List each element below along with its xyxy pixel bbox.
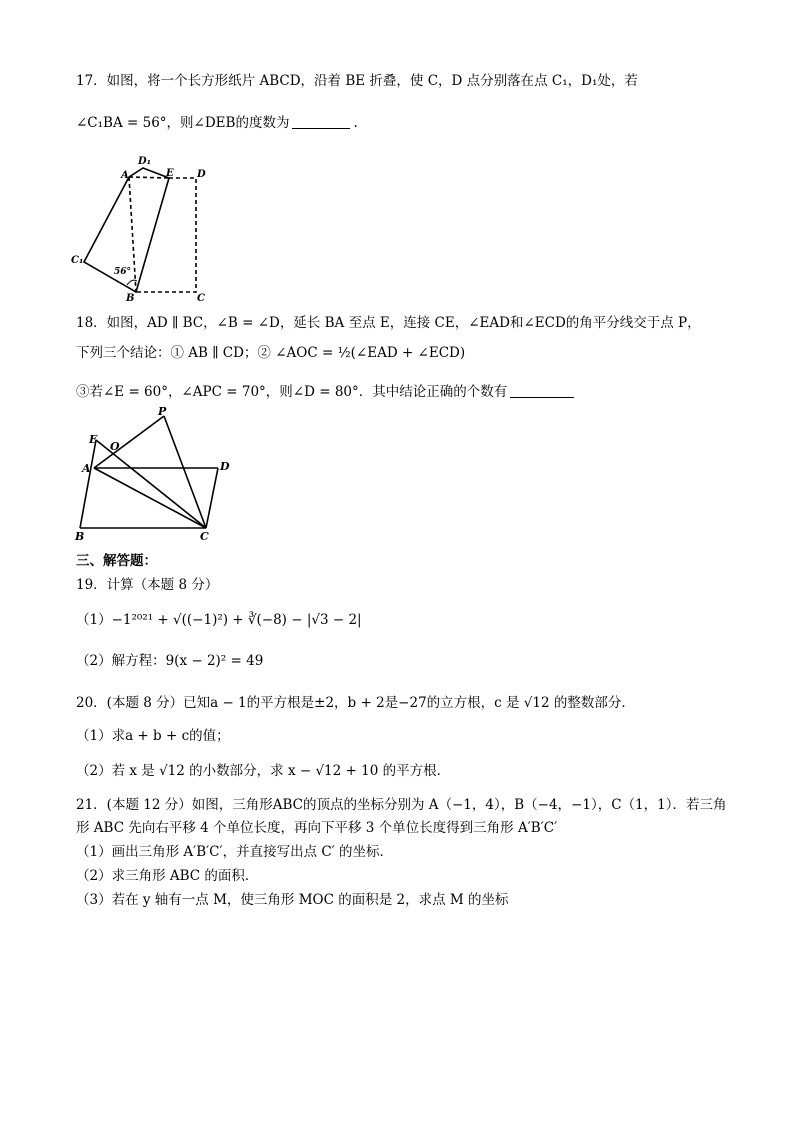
section3-title: 三、解答题： xyxy=(76,553,157,569)
q21-part1: （1）画出三角形 A′B′C′，并直接写出点 C′ 的坐标． xyxy=(76,844,394,860)
q18-answer-blank[interactable] xyxy=(510,383,574,398)
q18-line-eb xyxy=(80,440,96,528)
q18-line-ac xyxy=(94,468,206,528)
q21-line1: 21．(本题 12 分）如图，三角形ABC的顶点的坐标分别为 A（−1，4），B（−4，−1），C（1，1）．若三角 xyxy=(76,797,727,813)
q17-dashed-rect xyxy=(136,178,196,292)
q20-title: 20．(本题 8 分）已知a − 1的平方根是±2，b + 2是−27的立方根，c 是 √12 的整数部分． xyxy=(76,695,635,711)
q21-part3: （3）若在 y 轴有一点 M，使三角形 MOC 的面积是 2，求点 M 的坐标 xyxy=(76,892,509,908)
q18-label-o: O xyxy=(110,440,120,453)
q17-label-b: B xyxy=(126,293,135,304)
q20-part1: （1）求a + b + c的值； xyxy=(76,728,230,744)
q18-label-c: C xyxy=(200,530,209,543)
q18-line3-text: ③若∠E = 60°，∠APC = 70°，则∠D = 80°．其中结论正确的个数有 xyxy=(76,384,508,400)
q17-label-c: C xyxy=(197,293,205,304)
q18-line3 xyxy=(76,383,577,401)
q17-label-56: 56° xyxy=(114,267,132,277)
q17-figure xyxy=(66,150,216,304)
q17-line2-end: . xyxy=(353,115,358,131)
q18-label-b: B xyxy=(75,530,85,543)
q18-line-dc xyxy=(206,468,218,528)
q17-label-e: E xyxy=(166,168,174,179)
q17-label-a: A xyxy=(121,170,129,181)
q17-label-c1: C₁ xyxy=(71,255,84,266)
q18-label-e: E xyxy=(89,433,98,446)
q17-answer-blank[interactable] xyxy=(292,114,350,129)
q20-part2: （2）若 x 是 √12 的小数部分，求 x − √12 + 10 的平方根． xyxy=(76,763,451,779)
q18-label-d: D xyxy=(220,460,230,473)
q18-figure xyxy=(72,406,242,544)
q17-line1: 17．如图，将一个长方形纸片 ABCD，沿着 BE 折叠，使 C，D 点分别落在点 C₁，D₁处，若 xyxy=(76,73,638,89)
q17-line2-text: ∠C₁BA = 56°，则∠DEB的度数为 xyxy=(76,115,290,131)
q18-label-p: P xyxy=(158,406,167,418)
q21-line2: 形 ABC 先向右平移 4 个单位长度，再向下平移 3 个单位长度得到三角形 A′B′C′ xyxy=(76,820,558,836)
q18-line2: 下列三个结论：① AB ∥ CD；② ∠AOC = ½(∠EAD + ∠ECD) xyxy=(76,345,466,361)
q17-label-d1: D₁ xyxy=(138,156,152,167)
q18-line-ap xyxy=(94,416,164,468)
q19-part1: （1）−1²⁰²¹ + √((−1)²) + ∛(−8) − |√3 − 2| xyxy=(76,612,362,628)
q18-line1: 18．如图，AD ∥ BC，∠B = ∠D，延长 BA 至点 E，连接 CE，∠EAD和∠ECD的角平分线交于点 P， xyxy=(76,315,701,331)
q19-part2: （2）解方程：9(x − 2)² = 49 xyxy=(76,653,264,669)
q17-line2 xyxy=(76,114,358,132)
q18-label-a: A xyxy=(82,462,91,475)
q21-part2: （2）求三角形 ABC 的面积． xyxy=(76,868,259,884)
q17-dashed-ae xyxy=(129,177,169,178)
q17-label-d: D xyxy=(197,169,206,180)
q19-title: 19．计算（本题 8 分） xyxy=(76,577,219,593)
